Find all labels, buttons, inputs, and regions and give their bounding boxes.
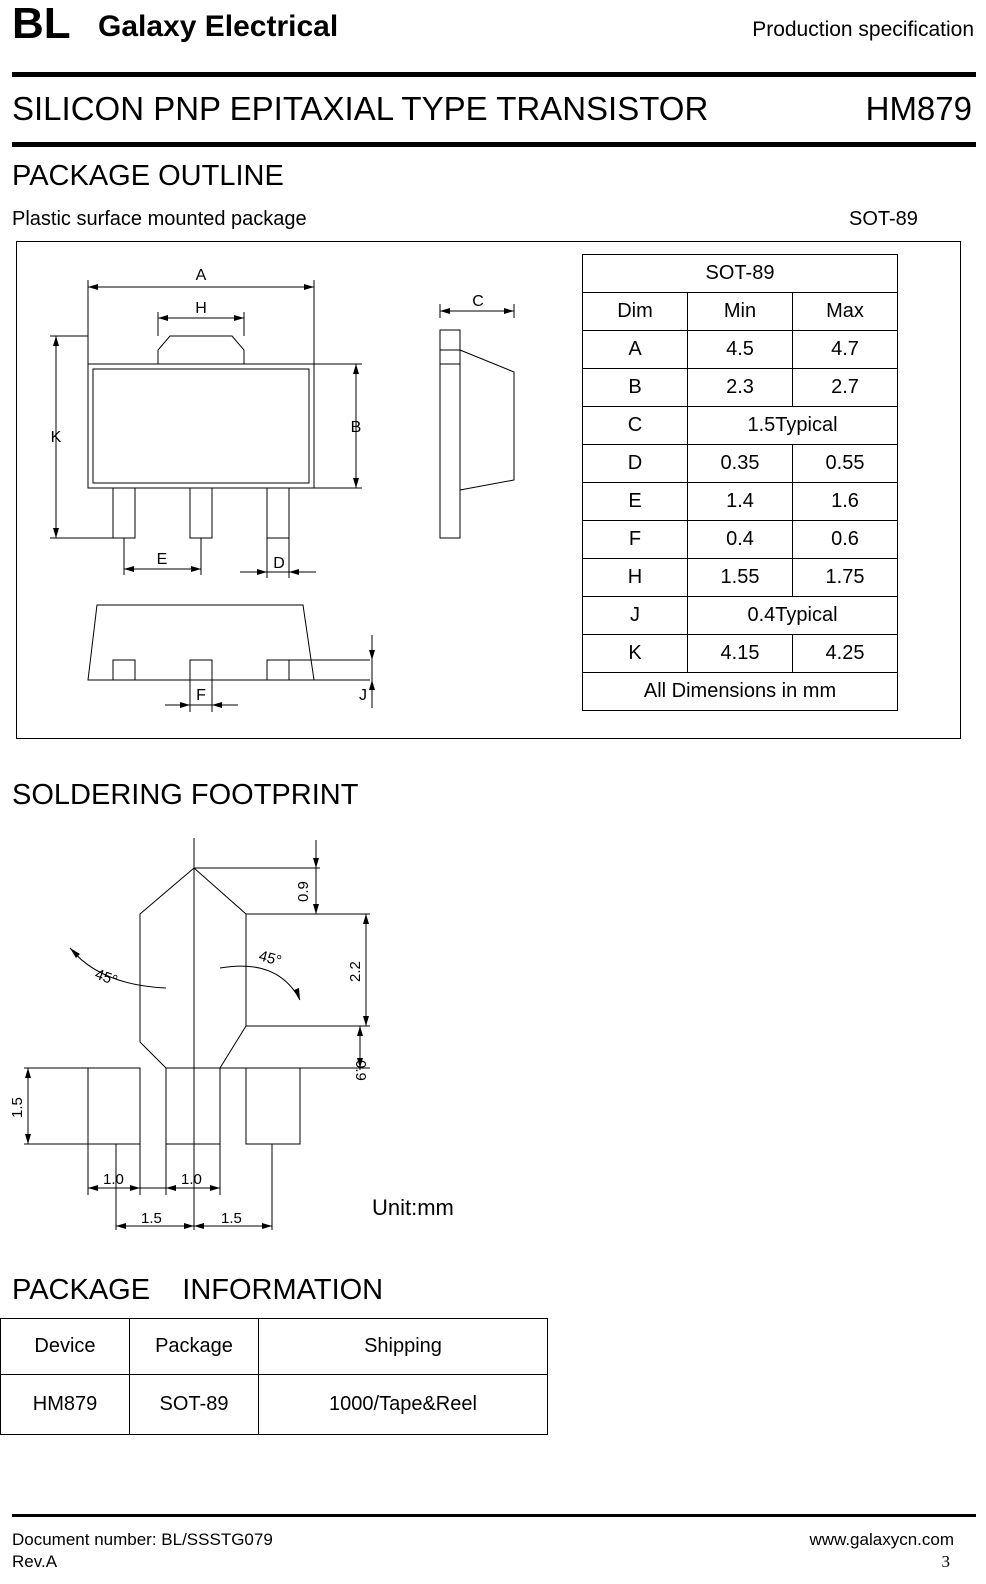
label-e: E: [156, 551, 168, 568]
typical-cell: 0.4Typical: [688, 597, 898, 635]
max-header: Max: [793, 293, 898, 331]
label-a: A: [195, 267, 207, 284]
device-cell: HM879: [1, 1375, 130, 1435]
soldering-footprint-drawing: [0, 820, 480, 1240]
min-cell: 0.35: [688, 445, 793, 483]
angle-label-right: 45°: [256, 947, 284, 970]
company-logo: BL: [12, 0, 71, 48]
label-c: C: [472, 293, 484, 310]
lead-left: [113, 488, 135, 538]
dim-label-0-9-bottom: 0.9: [352, 1060, 369, 1081]
max-cell: 2.7: [793, 369, 898, 407]
dim-cell: D: [583, 445, 688, 483]
dim-cell: J: [583, 597, 688, 635]
dim-cell: C: [583, 407, 688, 445]
lead-middle: [190, 488, 212, 538]
revision: Rev.A: [12, 1552, 58, 1571]
dim-label-2-2: 2.2: [347, 961, 364, 982]
label-d: D: [273, 555, 285, 572]
dim-label-1-5-bottom-right: 1.5: [221, 1210, 242, 1227]
min-cell: 2.3: [688, 369, 793, 407]
table-row: [583, 635, 898, 673]
typical-cell: 1.5Typical: [688, 407, 898, 445]
website-link[interactable]: www.galaxycn.com: [809, 1530, 954, 1549]
package-cell: SOT-89: [130, 1375, 259, 1435]
dim-cell: B: [583, 369, 688, 407]
package-information-heading: PACKAGE INFORMATION: [12, 1274, 384, 1306]
label-b: B: [350, 419, 362, 436]
footprint-tab: [140, 868, 246, 1144]
footer-rule: [12, 1514, 976, 1517]
dim-cell: A: [583, 331, 688, 369]
package-name: SOT-89: [849, 208, 918, 230]
shipping-header: Shipping: [259, 1319, 548, 1375]
max-cell: 4.7: [793, 331, 898, 369]
pad-right: [246, 1068, 300, 1144]
page-number: 3: [941, 1552, 950, 1571]
table-row: [583, 445, 898, 483]
lead-right: [267, 488, 289, 538]
label-k: K: [50, 429, 62, 446]
min-cell: 1.4: [688, 483, 793, 521]
dim-label-1-5-bottom-left: 1.5: [141, 1210, 162, 1227]
pad-left: [88, 1068, 140, 1144]
max-cell: 0.55: [793, 445, 898, 483]
table-row: [583, 369, 898, 407]
package-info-table: [0, 1318, 548, 1435]
document-title: SILICON PNP EPITAXIAL TYPE TRANSISTOR: [12, 90, 709, 127]
package-header: Package: [130, 1319, 259, 1375]
unit-label: Unit:mm: [372, 1195, 454, 1220]
shipping-cell: 1000/Tape&Reel: [259, 1375, 548, 1435]
dim-cell: E: [583, 483, 688, 521]
tab-outline: [158, 336, 244, 364]
table-row: [583, 597, 898, 635]
package-outline-subtitle: Plastic surface mounted package: [12, 208, 307, 230]
dim-header: Dim: [583, 293, 688, 331]
table-row: [583, 559, 898, 597]
package-outline-heading: PACKAGE OUTLINE: [12, 160, 284, 192]
dimension-table: [582, 254, 898, 711]
dim-cell: H: [583, 559, 688, 597]
min-cell: 4.15: [688, 635, 793, 673]
dim-table-footer: All Dimensions in mm: [583, 673, 898, 711]
min-cell: 4.5: [688, 331, 793, 369]
dim-label-1-0-right: 1.0: [181, 1171, 202, 1188]
min-cell: 0.4: [688, 521, 793, 559]
max-cell: 0.6: [793, 521, 898, 559]
body-inner: [93, 369, 309, 483]
angle-label-left: 45°: [92, 965, 120, 990]
label-h: H: [195, 300, 207, 317]
dim-label-1-0-left: 1.0: [103, 1171, 124, 1188]
soldering-footprint-heading: SOLDERING FOOTPRINT: [12, 779, 359, 811]
package-outline-drawing: [0, 0, 580, 740]
pad-middle: [166, 1068, 220, 1144]
max-cell: 1.75: [793, 559, 898, 597]
dim-table-title: SOT-89: [583, 255, 898, 293]
dim-cell: K: [583, 635, 688, 673]
company-name: Galaxy Electrical: [98, 10, 339, 43]
label-j: J: [359, 687, 367, 704]
min-cell: 1.55: [688, 559, 793, 597]
table-row: [583, 483, 898, 521]
table-row: [583, 331, 898, 369]
min-header: Min: [688, 293, 793, 331]
dim-label-1-5-left: 1.5: [9, 1097, 26, 1118]
device-header: Device: [1, 1319, 130, 1375]
document-number: Document number: BL/SSSTG079: [12, 1530, 273, 1549]
max-cell: 1.6: [793, 483, 898, 521]
table-row: [583, 521, 898, 559]
table-row: [1, 1375, 548, 1435]
dim-cell: F: [583, 521, 688, 559]
label-f: F: [196, 687, 206, 704]
part-number: HM879: [865, 90, 972, 127]
max-cell: 4.25: [793, 635, 898, 673]
table-row: [583, 407, 898, 445]
spec-type: Production specification: [752, 18, 974, 41]
dim-label-0-9-top: 0.9: [295, 881, 312, 902]
body-outline: [88, 364, 314, 488]
